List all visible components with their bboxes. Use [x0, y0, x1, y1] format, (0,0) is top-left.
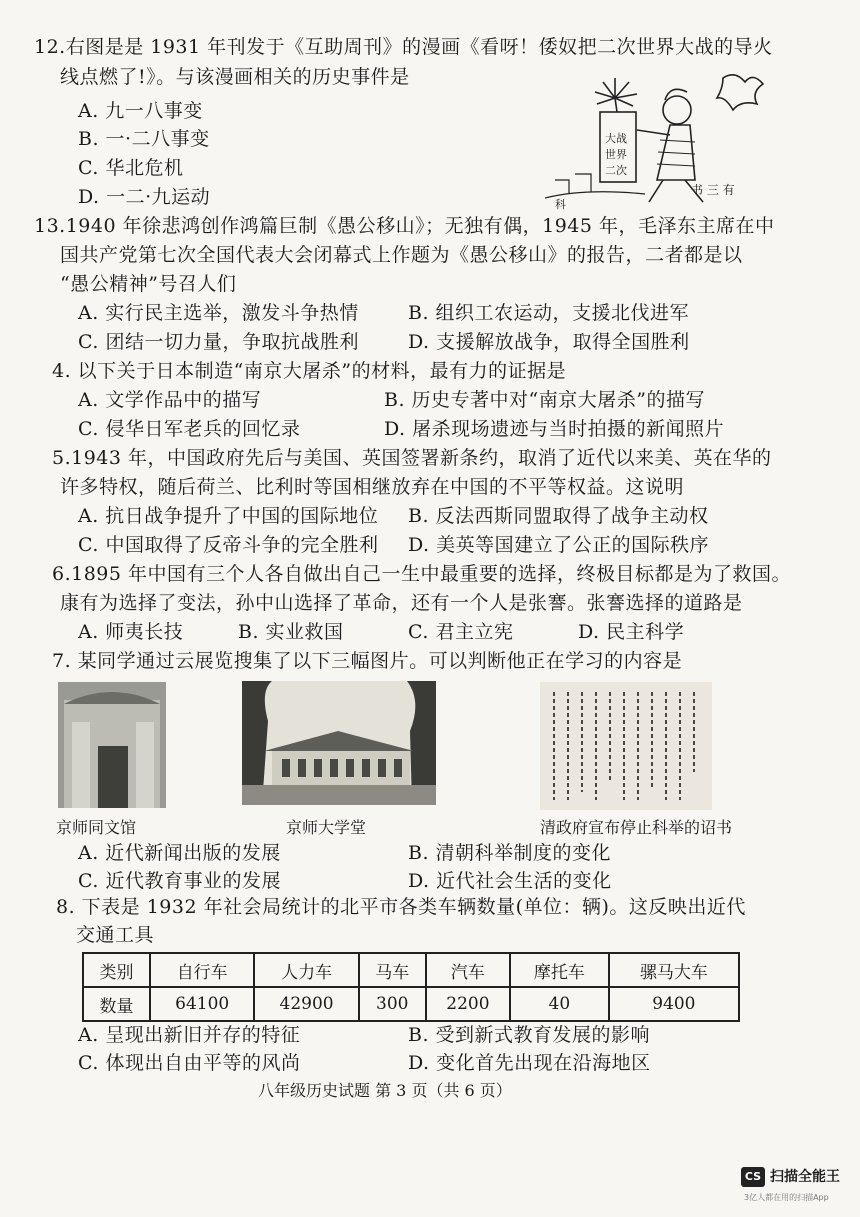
q17-stem-line1: 7. 某同学通过云展览搜集了以下三幅图片。可以判断他正在学习的内容是 — [52, 650, 683, 672]
q12-stem-line1: 12.右图是是 1931 年刊发于《互助周刊》的漫画《看呀！倭奴把二次世界大战的导火 — [34, 36, 773, 58]
table-row-label: 数量 — [83, 987, 150, 1021]
table-header-cell: 摩托车 — [510, 953, 609, 987]
table-header-cell: 马车 — [359, 953, 426, 987]
q12-option-c: C. 华北危机 — [78, 157, 184, 179]
table-cell: 9400 — [609, 987, 739, 1021]
table-cell: 42900 — [254, 987, 358, 1021]
q14-option-c: C. 侵华日军老兵的回忆录 — [78, 418, 301, 440]
q17-option-a: A. 近代新闻出版的发展 — [78, 842, 281, 864]
caption-edict: 清政府宣布停止科举的诏书 — [540, 818, 733, 837]
q12-option-b: B. 一·二八事变 — [78, 128, 210, 150]
q17-option-b: B. 清朝科举制度的变化 — [408, 842, 612, 864]
table-row — [83, 987, 739, 1021]
q15-option-a: A. 抗日战争提升了中国的国际地位 — [78, 505, 379, 527]
q17-option-c: C. 近代教育事业的发展 — [78, 870, 281, 892]
q18-option-a: A. 呈现出新旧并存的特征 — [78, 1024, 301, 1046]
q18-stem-line2: 交通工具 — [76, 924, 155, 946]
table-cell: 64100 — [150, 987, 254, 1021]
q12-option-d: D. 一二·九运动 — [78, 186, 211, 208]
table-header-cell: 自行车 — [150, 953, 254, 987]
cartoon-image — [545, 70, 775, 210]
q16-option-b: B. 实业救国 — [238, 621, 344, 643]
q13-option-b: B. 组织工农运动，支援北伐进军 — [408, 302, 690, 324]
q12-stem-line2: 线点燃了!》。与该漫画相关的历史事件是 — [60, 66, 410, 88]
q15-option-b: B. 反法西斯同盟取得了战争主动权 — [408, 505, 709, 527]
q13-option-a: A. 实行民主选举，激发斗争热情 — [78, 302, 359, 324]
photo-keju-edict — [540, 682, 712, 810]
q13-stem-line2: 国共产党第七次全国代表大会闭幕式上作题为《愚公移山》的报告，二者都是以 — [60, 244, 743, 266]
q14-option-d: D. 屠杀现场遗迹与当时拍摄的新闻照片 — [384, 418, 725, 440]
q14-option-a: A. 文学作品中的描写 — [78, 389, 262, 411]
table-header-cell: 人力车 — [254, 953, 358, 987]
table-cell: 40 — [510, 987, 609, 1021]
q15-stem-line2: 许多特权，随后荷兰、比利时等国相继放弃在中国的不平等权益。这说明 — [60, 476, 685, 498]
q15-stem-line1: 5.1943 年，中国政府先后与美国、英国签署新条约，取消了近代以来美、英在华的 — [52, 447, 772, 469]
table-header-cell: 汽车 — [426, 953, 510, 987]
scanner-app-name: 扫描全能王 — [770, 1169, 840, 1185]
cartoon-label-3: 二次 — [605, 164, 627, 177]
q13-option-d: D. 支援解放战争，取得全国胜利 — [408, 331, 690, 353]
q13-stem-line3: “愚公精神”号召人们 — [60, 273, 237, 295]
q18-stem-line1: 8. 下表是 1932 年社会局统计的北平市各类车辆数量(单位：辆)。这反映出近代 — [56, 896, 746, 918]
q16-option-a: A. 师夷长技 — [78, 621, 184, 643]
cartoon-signature: 书 三 有 — [691, 183, 735, 197]
q18-option-d: D. 变化首先出现在沿海地区 — [408, 1052, 651, 1074]
q13-option-c: C. 团结一切力量，争取抗战胜利 — [78, 331, 359, 353]
table-cell: 300 — [359, 987, 426, 1021]
table-header-row — [83, 953, 739, 987]
q16-option-c: C. 君主立宪 — [408, 621, 514, 643]
scanner-logo-icon: CS — [741, 1167, 765, 1187]
vehicle-table — [82, 952, 740, 1022]
q17-option-d: D. 近代社会生活的变化 — [408, 870, 612, 892]
q16-stem-line2: 康有为选择了变法，孙中山选择了革命，还有一个人是张謇。张謇选择的道路是 — [60, 592, 743, 614]
q14-stem-line1: 4. 以下关于日本制造“南京大屠杀”的材料，最有力的证据是 — [52, 360, 567, 382]
q16-stem-line1: 6.1895 年中国有三个人各自做出自己一生中最重要的选择，终极目标都是为了救国。 — [52, 563, 792, 585]
q16-option-d: D. 民主科学 — [578, 621, 685, 643]
q18-option-c: C. 体现出自由平等的风尚 — [78, 1052, 301, 1074]
cartoon-label-1: 大战 — [605, 132, 627, 145]
table-header-cell: 骡马大车 — [609, 953, 739, 987]
q14-option-b: B. 历史专著中对“南京大屠杀”的描写 — [384, 389, 705, 411]
cartoon-label-2: 世界 — [605, 148, 627, 161]
caption-tongwenguan: 京师同文馆 — [56, 818, 137, 837]
q13-stem-line1: 13.1940 年徐悲鸿创作鸿篇巨制《愚公移山》；无独有偶，1945 年，毛泽东主席在中 — [34, 215, 775, 237]
caption-daxuetang: 京师大学堂 — [286, 818, 367, 837]
scanner-tagline: 3亿人都在用的扫描App — [744, 1193, 829, 1202]
page-footer: 八年级历史试题 第 3 页（共 6 页） — [258, 1081, 512, 1100]
q15-option-d: D. 美英等国建立了公正的国际秩序 — [408, 534, 710, 556]
photo-jingshi-daxuetang — [242, 681, 436, 805]
q15-option-c: C. 中国取得了反帝斗争的完全胜利 — [78, 534, 379, 556]
cartoon-ground-label: 科 — [555, 198, 566, 210]
photo-tongwenguan — [58, 682, 166, 808]
q12-option-a: A. 九一八事变 — [78, 100, 203, 122]
q18-option-b: B. 受到新式教育发展的影响 — [408, 1024, 651, 1046]
table-header-cell: 类别 — [83, 953, 150, 987]
table-cell: 2200 — [426, 987, 510, 1021]
